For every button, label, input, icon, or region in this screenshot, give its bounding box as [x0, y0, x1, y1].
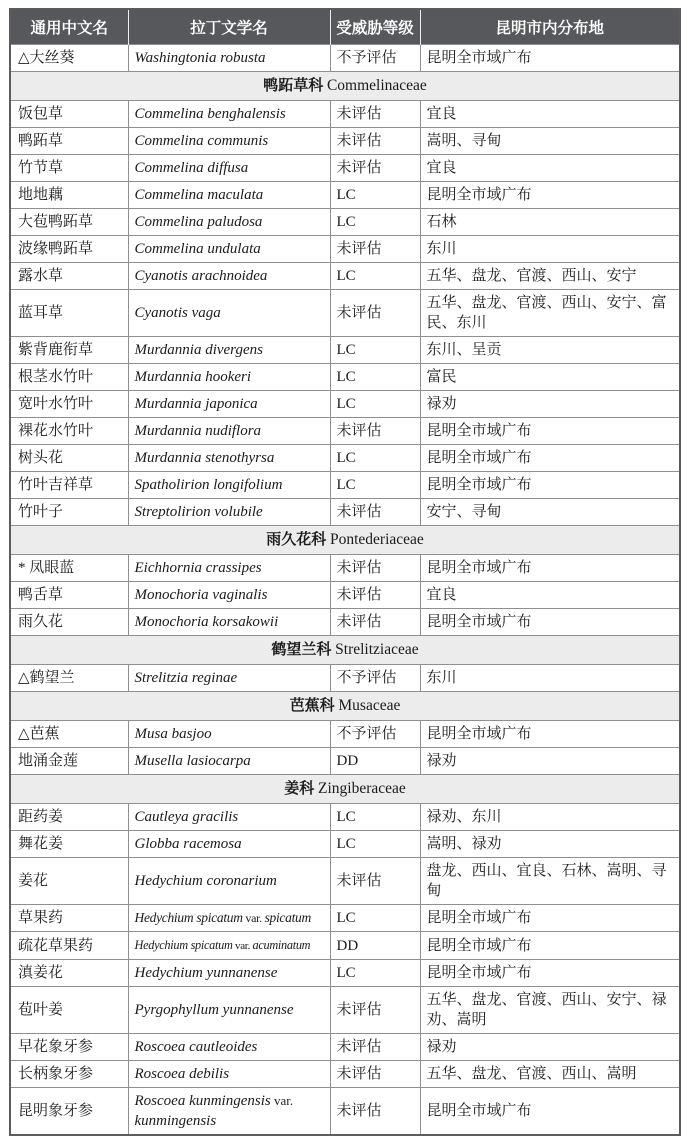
cell-latin-name: Eichhornia crassipes — [128, 555, 330, 582]
cell-distribution: 富民 — [420, 364, 680, 391]
cell-common-name: 苞叶姜 — [10, 987, 128, 1034]
cell-distribution: 安宁、寻甸 — [420, 499, 680, 526]
table-row — [10, 1061, 680, 1088]
cell-threat-level: 未评估 — [330, 609, 420, 636]
family-name-cn: 雨久花科 — [266, 531, 327, 548]
cell-common-name: 裸花水竹叶 — [10, 418, 128, 445]
table-row — [10, 1088, 680, 1136]
family-name-cn: 芭蕉科 — [289, 697, 335, 714]
family-section-row — [10, 692, 680, 721]
cell-distribution: 昆明全市域广布 — [420, 182, 680, 209]
cell-threat-level: 未评估 — [330, 499, 420, 526]
table-row — [10, 987, 680, 1034]
cell-distribution: 五华、盘龙、官渡、西山、安宁 — [420, 263, 680, 290]
cell-threat-level: 未评估 — [330, 155, 420, 182]
cell-distribution: 禄劝 — [420, 748, 680, 775]
table-row — [10, 831, 680, 858]
family-name-cn: 鸭跖草科 — [263, 77, 324, 94]
table-row — [10, 391, 680, 418]
family-name-latin: Musaceae — [338, 697, 401, 714]
cell-distribution: 昆明全市域广布 — [420, 932, 680, 960]
cell-threat-level: 未评估 — [330, 555, 420, 582]
cell-latin-name: Murdannia stenothyrsa — [128, 445, 330, 472]
cell-distribution: 禄劝 — [420, 1034, 680, 1061]
cell-threat-level: LC — [330, 960, 420, 987]
cell-distribution: 五华、盘龙、官渡、西山、安宁、富民、东川 — [420, 290, 680, 337]
cell-latin-name: Musa basjoo — [128, 721, 330, 748]
cell-common-name: 草果药 — [10, 905, 128, 932]
cell-latin-name: Roscoea kunmingensis var. kunmingensis — [128, 1088, 330, 1136]
cell-distribution: 东川 — [420, 236, 680, 263]
table-row — [10, 555, 680, 582]
table-row — [10, 263, 680, 290]
cell-latin-name: Strelitzia reginae — [128, 665, 330, 692]
table-row — [10, 128, 680, 155]
cell-threat-level: 未评估 — [330, 1061, 420, 1088]
family-name-latin: Pontederiaceae — [329, 531, 424, 548]
cell-latin-name: Roscoea debilis — [128, 1061, 330, 1088]
cell-common-name: 舞花姜 — [10, 831, 128, 858]
cell-threat-level: 未评估 — [330, 290, 420, 337]
cell-threat-level: LC — [330, 337, 420, 364]
table-row — [10, 337, 680, 364]
cell-common-name: 树头花 — [10, 445, 128, 472]
cell-latin-name: Commelina benghalensis — [128, 101, 330, 128]
table-row — [10, 445, 680, 472]
cell-common-name: 姜花 — [10, 858, 128, 905]
table-row — [10, 499, 680, 526]
cell-latin-name: Hedychium coronarium — [128, 858, 330, 905]
family-name-latin: Commelinaceae — [326, 77, 427, 94]
cell-threat-level: 未评估 — [330, 101, 420, 128]
cell-latin-name: Hedychium spicatum var. acuminatum — [128, 932, 330, 960]
cell-distribution: 盘龙、西山、宜良、石林、嵩明、寻甸 — [420, 858, 680, 905]
column-header-threat-level: 受威胁等级 — [330, 9, 420, 45]
column-header-distribution: 昆明市内分布地 — [420, 9, 680, 45]
cell-threat-level: LC — [330, 905, 420, 932]
cell-common-name: 露水草 — [10, 263, 128, 290]
header-row — [10, 9, 680, 45]
cell-distribution: 五华、盘龙、官渡、西山、安宁、禄劝、嵩明 — [420, 987, 680, 1034]
cell-common-name: 饭包草 — [10, 101, 128, 128]
cell-latin-name: Murdannia hookeri — [128, 364, 330, 391]
table-row — [10, 364, 680, 391]
table-row — [10, 804, 680, 831]
family-section-cell — [10, 636, 680, 665]
family-section-cell — [10, 72, 680, 101]
cell-latin-name: Spatholirion longifolium — [128, 472, 330, 499]
cell-threat-level: 未评估 — [330, 128, 420, 155]
cell-distribution: 昆明全市域广布 — [420, 445, 680, 472]
family-section-row — [10, 526, 680, 555]
cell-latin-name: Hedychium spicatum var. spicatum — [128, 905, 330, 932]
family-section-row — [10, 636, 680, 665]
cell-latin-name: Commelina communis — [128, 128, 330, 155]
table-row — [10, 155, 680, 182]
table-row — [10, 45, 680, 72]
cell-latin-name: Hedychium yunnanense — [128, 960, 330, 987]
family-section-cell — [10, 526, 680, 555]
cell-threat-level: 未评估 — [330, 1034, 420, 1061]
cell-distribution: 东川 — [420, 665, 680, 692]
cell-threat-level: LC — [330, 182, 420, 209]
family-name-cn: 姜科 — [284, 780, 315, 797]
cell-threat-level: 未评估 — [330, 236, 420, 263]
cell-common-name: 根茎水竹叶 — [10, 364, 128, 391]
species-table — [9, 8, 681, 1136]
cell-threat-level: LC — [330, 209, 420, 236]
cell-threat-level: 不予评估 — [330, 45, 420, 72]
table-row — [10, 609, 680, 636]
family-name-latin: Strelitziaceae — [335, 641, 419, 658]
cell-common-name: 宽叶水竹叶 — [10, 391, 128, 418]
table-row — [10, 932, 680, 960]
cell-threat-level: DD — [330, 932, 420, 960]
cell-threat-level: 未评估 — [330, 858, 420, 905]
cell-threat-level: LC — [330, 263, 420, 290]
cell-threat-level: LC — [330, 391, 420, 418]
cell-latin-name: Cyanotis vaga — [128, 290, 330, 337]
cell-threat-level: 不予评估 — [330, 665, 420, 692]
cell-distribution: 昆明全市域广布 — [420, 609, 680, 636]
cell-common-name: 雨久花 — [10, 609, 128, 636]
cell-distribution: 禄劝、东川 — [420, 804, 680, 831]
cell-common-name: 紫背鹿衔草 — [10, 337, 128, 364]
table-row — [10, 236, 680, 263]
cell-distribution: 昆明全市域广布 — [420, 418, 680, 445]
cell-threat-level: 未评估 — [330, 987, 420, 1034]
family-section-row — [10, 72, 680, 101]
cell-threat-level: LC — [330, 445, 420, 472]
cell-distribution: 昆明全市域广布 — [420, 905, 680, 932]
cell-threat-level: LC — [330, 364, 420, 391]
cell-threat-level: LC — [330, 804, 420, 831]
cell-latin-name: Streptolirion volubile — [128, 499, 330, 526]
table-row — [10, 209, 680, 236]
cell-common-name: △芭蕉 — [10, 721, 128, 748]
table-body — [10, 45, 680, 1136]
table-row — [10, 1034, 680, 1061]
table-row — [10, 101, 680, 128]
cell-common-name: 早花象牙参 — [10, 1034, 128, 1061]
cell-threat-level: 未评估 — [330, 582, 420, 609]
cell-latin-name: Monochoria korsakowii — [128, 609, 330, 636]
family-name-latin: Zingiberaceae — [317, 780, 406, 797]
cell-common-name: 地涌金莲 — [10, 748, 128, 775]
cell-common-name: △鹤望兰 — [10, 665, 128, 692]
cell-distribution: 昆明全市域广布 — [420, 472, 680, 499]
table-row — [10, 418, 680, 445]
cell-common-name: 大苞鸭跖草 — [10, 209, 128, 236]
cell-common-name: * 凤眼蓝 — [10, 555, 128, 582]
cell-distribution: 石林 — [420, 209, 680, 236]
cell-common-name: 鸭舌草 — [10, 582, 128, 609]
cell-common-name: 疏花草果药 — [10, 932, 128, 960]
family-section-cell — [10, 692, 680, 721]
cell-common-name: 竹叶吉祥草 — [10, 472, 128, 499]
cell-common-name: 滇姜花 — [10, 960, 128, 987]
cell-distribution: 五华、盘龙、官渡、西山、嵩明 — [420, 1061, 680, 1088]
cell-threat-level: 未评估 — [330, 418, 420, 445]
cell-distribution: 禄劝 — [420, 391, 680, 418]
table-row — [10, 960, 680, 987]
family-section-cell — [10, 775, 680, 804]
cell-distribution: 昆明全市域广布 — [420, 960, 680, 987]
table-row — [10, 182, 680, 209]
cell-distribution: 嵩明、寻甸 — [420, 128, 680, 155]
cell-latin-name: Murdannia nudiflora — [128, 418, 330, 445]
cell-distribution: 昆明全市域广布 — [420, 721, 680, 748]
cell-latin-name: Roscoea cautleoides — [128, 1034, 330, 1061]
cell-latin-name: Globba racemosa — [128, 831, 330, 858]
cell-distribution: 嵩明、禄劝 — [420, 831, 680, 858]
cell-distribution: 昆明全市域广布 — [420, 1088, 680, 1136]
table-row — [10, 290, 680, 337]
cell-common-name: 长柄象牙参 — [10, 1061, 128, 1088]
cell-threat-level: LC — [330, 472, 420, 499]
cell-common-name: 距药姜 — [10, 804, 128, 831]
table-row — [10, 905, 680, 932]
cell-latin-name: Pyrgophyllum yunnanense — [128, 987, 330, 1034]
column-header-common-name: 通用中文名 — [10, 9, 128, 45]
cell-latin-name: Musella lasiocarpa — [128, 748, 330, 775]
table-row — [10, 582, 680, 609]
table-header — [10, 9, 680, 45]
cell-common-name: 蓝耳草 — [10, 290, 128, 337]
cell-latin-name: Commelina diffusa — [128, 155, 330, 182]
table-row — [10, 721, 680, 748]
cell-latin-name: Murdannia divergens — [128, 337, 330, 364]
table-row — [10, 858, 680, 905]
cell-latin-name: Monochoria vaginalis — [128, 582, 330, 609]
cell-latin-name: Commelina maculata — [128, 182, 330, 209]
cell-common-name: 波缘鸭跖草 — [10, 236, 128, 263]
cell-distribution: 昆明全市域广布 — [420, 555, 680, 582]
cell-threat-level: DD — [330, 748, 420, 775]
column-header-latin-name: 拉丁文学名 — [128, 9, 330, 45]
cell-common-name: 昆明象牙参 — [10, 1088, 128, 1136]
table-row — [10, 665, 680, 692]
cell-distribution: 东川、呈贡 — [420, 337, 680, 364]
cell-common-name: △大丝葵 — [10, 45, 128, 72]
cell-distribution: 宜良 — [420, 155, 680, 182]
cell-latin-name: Cautleya gracilis — [128, 804, 330, 831]
cell-latin-name: Commelina undulata — [128, 236, 330, 263]
cell-common-name: 竹节草 — [10, 155, 128, 182]
cell-threat-level: 不予评估 — [330, 721, 420, 748]
cell-distribution: 宜良 — [420, 101, 680, 128]
cell-common-name: 鸭跖草 — [10, 128, 128, 155]
family-section-row — [10, 775, 680, 804]
cell-common-name: 地地藕 — [10, 182, 128, 209]
cell-distribution: 宜良 — [420, 582, 680, 609]
cell-threat-level: LC — [330, 831, 420, 858]
cell-latin-name: Cyanotis arachnoidea — [128, 263, 330, 290]
cell-latin-name: Commelina paludosa — [128, 209, 330, 236]
table-row — [10, 472, 680, 499]
cell-latin-name: Washingtonia robusta — [128, 45, 330, 72]
cell-latin-name: Murdannia japonica — [128, 391, 330, 418]
cell-distribution: 昆明全市域广布 — [420, 45, 680, 72]
table-row — [10, 748, 680, 775]
cell-common-name: 竹叶子 — [10, 499, 128, 526]
cell-threat-level: 未评估 — [330, 1088, 420, 1136]
family-name-cn: 鹤望兰科 — [271, 641, 332, 658]
